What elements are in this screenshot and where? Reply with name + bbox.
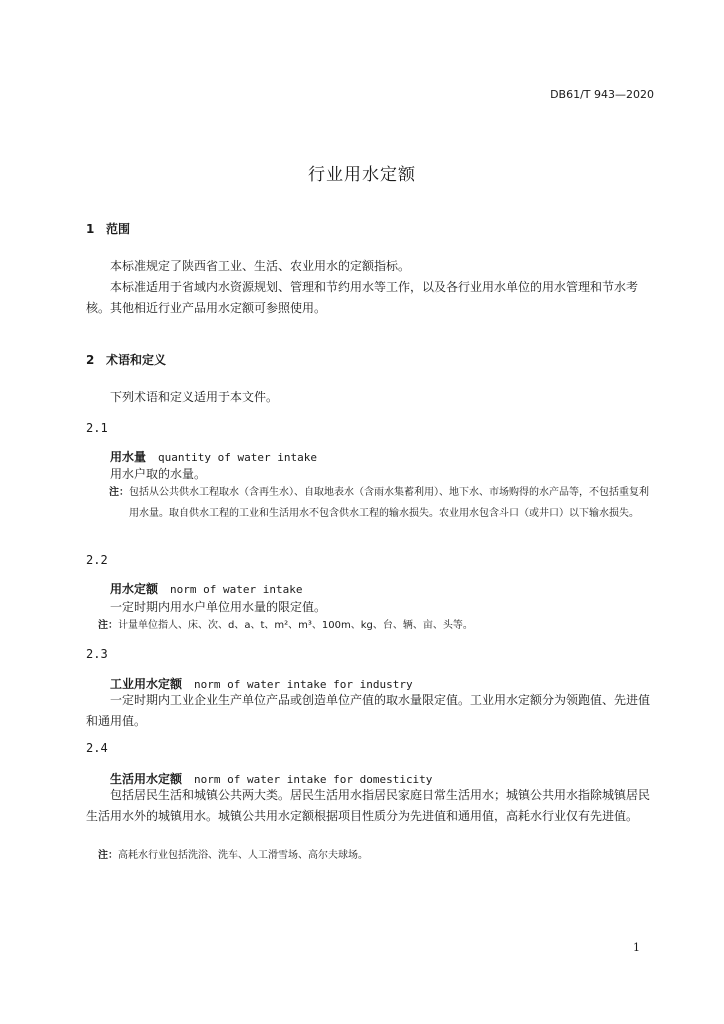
term-note: [86, 615, 656, 636]
clause-number: 2.1: [86, 421, 108, 435]
term-definition-block: [86, 785, 656, 827]
section-number: 2: [86, 353, 95, 367]
scope-paragraph: 本标准规定了陕西省工业、生活、农业用水的定额指标。: [110, 259, 411, 273]
clause-number: 2.3: [86, 647, 108, 661]
terms-intro-text: 下列术语和定义适用于本文件。: [110, 390, 279, 404]
term-chinese: 工业用水定额: [110, 677, 183, 691]
note-text: 包括从公共供水工程取水（含再生水）、自取地表水（含雨水集蓄利用）、地下水、市场购得的水产品等，不包括重复利用水量。取自供水工程的工业和生活用水不包含供水工程的输水损失。农业用水包含斗口（或井口）以下输水损失。: [129, 487, 649, 519]
term-english: norm of water intake for domesticity: [194, 773, 433, 786]
note-label: 注：: [109, 487, 129, 498]
term-english: norm of water intake for industry: [194, 678, 413, 691]
standard-number: DB61/T 943—2020: [550, 88, 654, 101]
term-definition: 一定时期内工业企业生产单位产品或创造单位产值的取水量限定值。工业用水定额分为领跑值、先进值和通用值。: [86, 693, 651, 728]
term-chinese: 用水定额: [110, 582, 159, 596]
term-definition: 包括居民生活和城镇公共两大类。居民生活用水指居民家庭日常生活用水；城镇公共用水指除城镇居民生活用水外的城镇用水。城镇公共用水定额根据项目性质分为先进值和通用值，高耗水行业仅有先进值。: [86, 788, 651, 823]
page-number: 1: [633, 941, 640, 954]
term-note: [86, 482, 656, 524]
term-definition-block: [86, 690, 656, 732]
section-title: 术语和定义: [106, 353, 167, 367]
term-note: [86, 845, 656, 866]
note-text: 计量单位指人、床、次、d、a、t、m²、m³、100m、kg、台、辆、亩、头等。: [118, 620, 473, 631]
terms-intro: [86, 387, 656, 408]
scope-body: [86, 256, 656, 319]
term-chinese: 用水量: [110, 450, 147, 464]
term-definition: 用水户取的水量。: [110, 467, 207, 481]
document-title: 行业用水定额: [308, 165, 416, 185]
section-heading-scope: [86, 220, 130, 237]
note-label: 注：: [98, 620, 118, 631]
term-heading: [110, 448, 317, 465]
term-heading: [110, 580, 302, 597]
term-definition: 一定时期内用水户单位用水量的限定值。: [110, 600, 327, 614]
term-english: norm of water intake: [170, 583, 303, 596]
note-label: 注：: [98, 850, 118, 861]
section-title: 范围: [106, 222, 131, 236]
term-chinese: 生活用水定额: [110, 772, 183, 786]
clause-number: 2.4: [86, 741, 108, 755]
note-text: 高耗水行业包括洗浴、洗车、人工滑雪场、高尔夫球场。: [118, 850, 368, 861]
section-heading-terms: [86, 351, 166, 368]
term-english: quantity of water intake: [158, 451, 317, 464]
scope-paragraph: 本标准适用于省域内水资源规划、管理和节约用水等工作，以及各行业用水单位的用水管理和节水考核。其他相近行业产品用水定额可参照使用。: [86, 280, 639, 315]
section-number: 1: [86, 222, 95, 236]
clause-number: 2.2: [86, 553, 108, 567]
